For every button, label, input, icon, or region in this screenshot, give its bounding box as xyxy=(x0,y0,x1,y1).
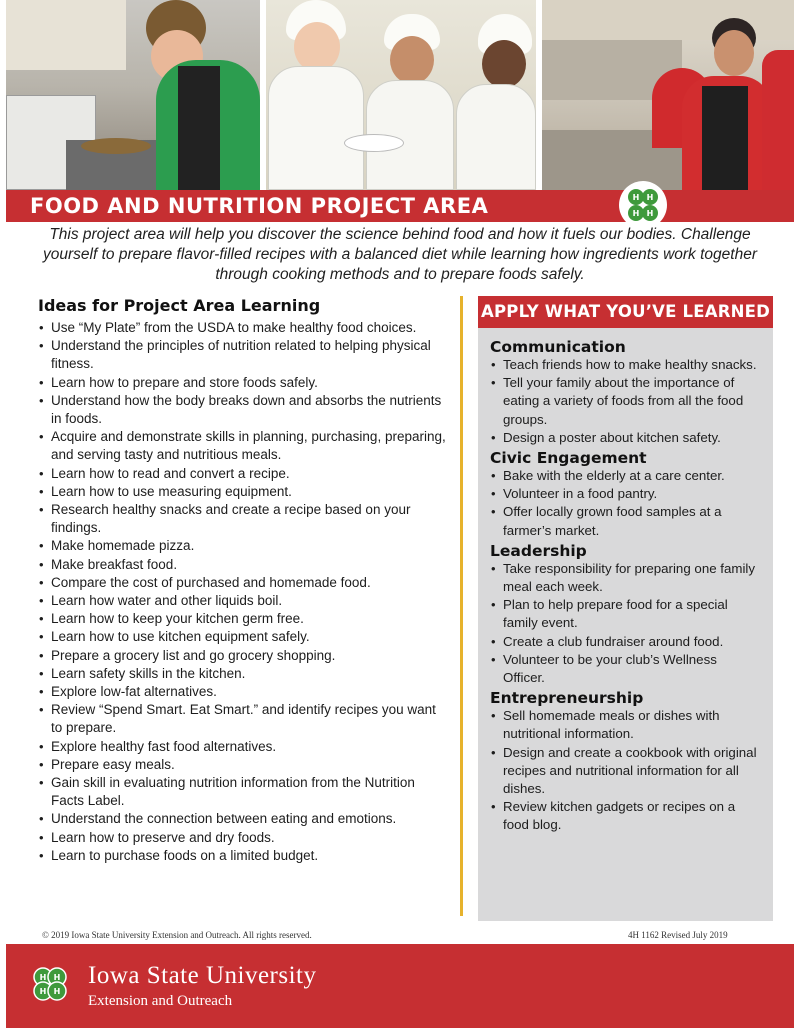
ideas-section xyxy=(38,296,450,865)
intro-paragraph: This project area will help you discover the science behind food and how it fuels our bodies. Challenge yourself to prepare flavor-filled recipes with a balanced diet while learning how ingredients work together through cooking methods and to prepare foods safely. xyxy=(43,226,757,283)
list-item: • Prepare a grocery list and go grocery shopping. xyxy=(38,647,450,665)
column-divider xyxy=(460,296,463,916)
list-item: • Learn how to keep your kitchen germ free. xyxy=(38,610,450,628)
list-item: • Understand how the body breaks down and absorbs the nutrients in foods. xyxy=(38,392,450,428)
list-item: • Understand the connection between eating and emotions. xyxy=(38,810,450,828)
svg-text:H: H xyxy=(632,193,640,202)
apply-group-civic-engagement xyxy=(490,449,761,540)
list-item: • Use “My Plate” from the USDA to make healthy food choices. xyxy=(38,319,450,337)
list-item: • Sell homemade meals or dishes with nutritional information. xyxy=(490,707,761,743)
list-item: • Create a club fundraiser around food. xyxy=(490,633,761,651)
group-heading: Civic Engagement xyxy=(490,449,647,468)
list-item: • Explore healthy fast food alternatives. xyxy=(38,738,450,756)
list-item: • Learn safety skills in the kitchen. xyxy=(38,665,450,683)
list-item: • Make homemade pizza. xyxy=(38,537,450,555)
list-item: • Take responsibility for preparing one family meal each week. xyxy=(490,560,761,596)
photo-strip xyxy=(6,0,794,190)
4h-clover-icon xyxy=(618,180,668,230)
group-heading: Communication xyxy=(490,338,626,356)
university-subtitle: Extension and Outreach xyxy=(88,993,233,1009)
list-item: • Acquire and demonstrate skills in planning, purchasing, preparing, and serving tasty and nutritious meals. xyxy=(38,428,450,464)
list-item: • Research healthy snacks and create a recipe based on your findings. xyxy=(38,501,450,537)
university-name: Iowa State University xyxy=(88,962,317,989)
ideas-heading: Ideas for Project Area Learning xyxy=(38,296,321,315)
footer-bar xyxy=(6,944,794,1028)
apply-group-communication xyxy=(490,338,761,447)
list-item: • Gain skill in evaluating nutrition information from the Nutrition Facts Label. xyxy=(38,774,450,810)
photo-three-chefs xyxy=(266,0,536,190)
apply-group-leadership xyxy=(490,542,761,687)
list-item: • Teach friends how to make healthy snacks. xyxy=(490,356,761,374)
list-item: • Volunteer to be your club’s Wellness Officer. xyxy=(490,651,761,687)
list-item: • Design a poster about kitchen safety. xyxy=(490,429,761,447)
apply-panel xyxy=(478,328,773,921)
page-title: FOOD AND NUTRITION PROJECT AREA xyxy=(30,194,489,218)
ideas-list xyxy=(38,319,450,865)
list-item: • Prepare easy meals. xyxy=(38,756,450,774)
svg-text:H: H xyxy=(646,193,654,202)
list-item: • Learn how to use measuring equipment. xyxy=(38,483,450,501)
list-item: • Learn how to preserve and dry foods. xyxy=(38,829,450,847)
list-item: • Learn to purchase foods on a limited budget. xyxy=(38,847,450,865)
list-item: • Learn how water and other liquids boil. xyxy=(38,592,450,610)
svg-text:H: H xyxy=(646,209,654,218)
list-item: • Learn how to prepare and store foods safely. xyxy=(38,374,450,392)
list-item: • Bake with the elderly at a care center. xyxy=(490,467,761,485)
copyright-text: © 2019 Iowa State University Extension and Outreach. All rights reserved. xyxy=(42,930,312,940)
document-id: 4H 1162 Revised July 2019 xyxy=(628,930,728,940)
group-heading: Leadership xyxy=(490,541,587,560)
apply-group-entrepreneurship xyxy=(490,689,761,834)
list-item: • Learn how to use kitchen equipment safely. xyxy=(38,628,450,646)
list-item: • Understand the principles of nutrition related to helping physical fitness. xyxy=(38,337,450,373)
list-item: • Learn how to read and convert a recipe. xyxy=(38,465,450,483)
list-item: • Volunteer in a food pantry. xyxy=(490,485,761,503)
svg-text:H: H xyxy=(39,987,47,996)
svg-text:H: H xyxy=(632,209,640,218)
list-item: • Offer locally grown food samples at a farmer’s market. xyxy=(490,503,761,539)
svg-text:H: H xyxy=(39,973,47,982)
title-banner xyxy=(6,190,794,222)
photo-girls-kitchen xyxy=(542,0,794,190)
list-item: • Compare the cost of purchased and homemade food. xyxy=(38,574,450,592)
list-item: • Make breakfast food. xyxy=(38,556,450,574)
list-item: • Tell your family about the importance of eating a variety of foods from all the food groups. xyxy=(490,374,761,429)
list-item: • Review “Spend Smart. Eat Smart.” and identify recipes you want to prepare. xyxy=(38,701,450,737)
list-item: • Explore low-fat alternatives. xyxy=(38,683,450,701)
list-item: • Plan to help prepare food for a special family event. xyxy=(490,596,761,632)
apply-heading: APPLY WHAT YOU’VE LEARNED xyxy=(478,296,773,328)
list-item: • Design and create a cookbook with original recipes and nutritional information for all dishes. xyxy=(490,744,761,799)
photo-boy-cooking xyxy=(6,0,260,190)
group-heading: Entrepreneurship xyxy=(490,689,644,708)
list-item: • Review kitchen gadgets or recipes on a food blog. xyxy=(490,798,761,834)
svg-text:H: H xyxy=(53,973,61,982)
svg-text:H: H xyxy=(53,987,61,996)
4h-clover-icon xyxy=(28,962,72,1006)
